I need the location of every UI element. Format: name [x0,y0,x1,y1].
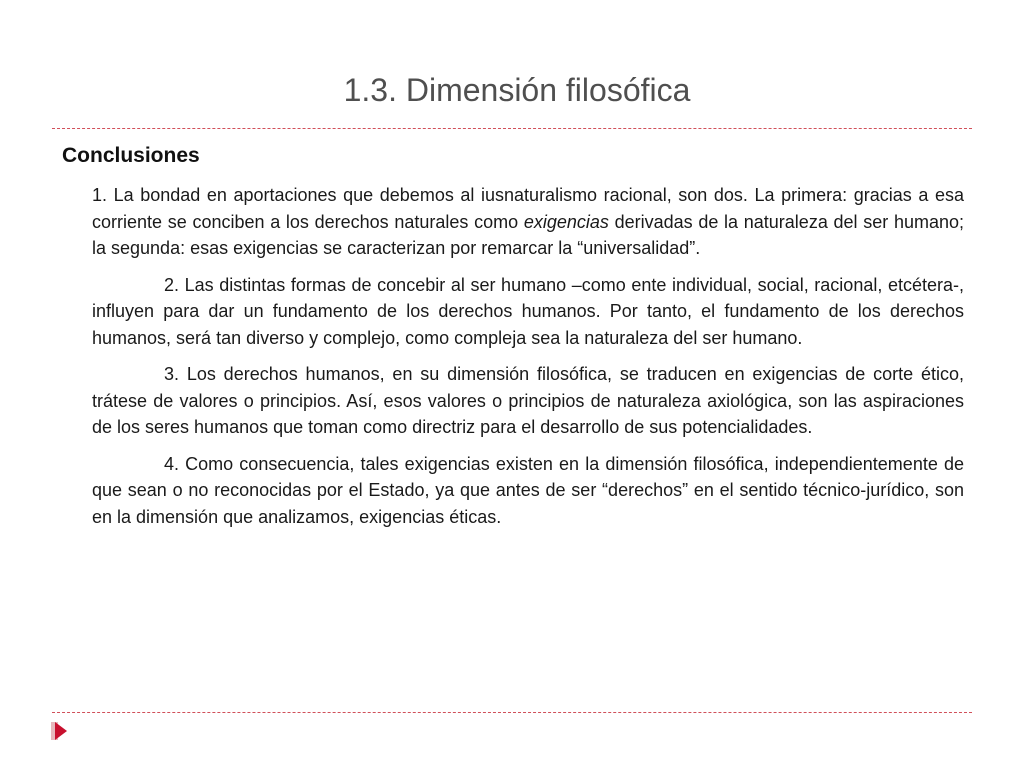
footer-divider [52,712,972,713]
p1-text-after: derivadas de la naturaleza del ser humano; la segunda: esas exigencias se caracterizan por remarcar la “universalidad”. [92,211,965,258]
conclusion-paragraph-1 [92,182,964,262]
conclusion-paragraph-3: 3. Los derechos humanos, en su dimensión filosófica, se traducen en exigencias de corte ético, trátese de valores o principios. Así, esos valores o principios de naturaleza axiológica, son las aspiraciones de los seres humanos que toman como directriz para el desarrollo de sus potencialidades. [92,364,964,437]
slide-title: 1.3. Dimensión filosófica [343,72,691,108]
slide-corner-arrow-icon [49,720,69,742]
conclusions-body [92,182,964,540]
section-heading: Conclusiones [62,144,200,167]
p1-text-before: 1. La bondad en aportaciones que debemos al iusnaturalismo racional, son dos. La primera: gracias a esa corriente se conciben a los derechos naturales como [92,185,964,232]
p1-emphasis: exigencias [523,211,609,232]
conclusion-paragraph-2: 2. Las distintas formas de concebir al ser humano –como ente individual, social, racional, etcétera-, influyen para dar un fundamento de los derechos humanos. Por tanto, el fundamento de los derechos humanos, será tan diverso y complejo, como compleja sea la naturaleza del ser humano. [92,274,964,348]
title-divider [52,128,972,129]
conclusion-paragraph-4: 4. Como consecuencia, tales exigencias existen en la dimensión filosófica, independientemente de que sean o no reconocidas por el Estado, ya que antes de ser “derechos” en el sentido técnico-jurídico, son en la dimensión que analizamos, exigencias éticas. [92,453,964,527]
